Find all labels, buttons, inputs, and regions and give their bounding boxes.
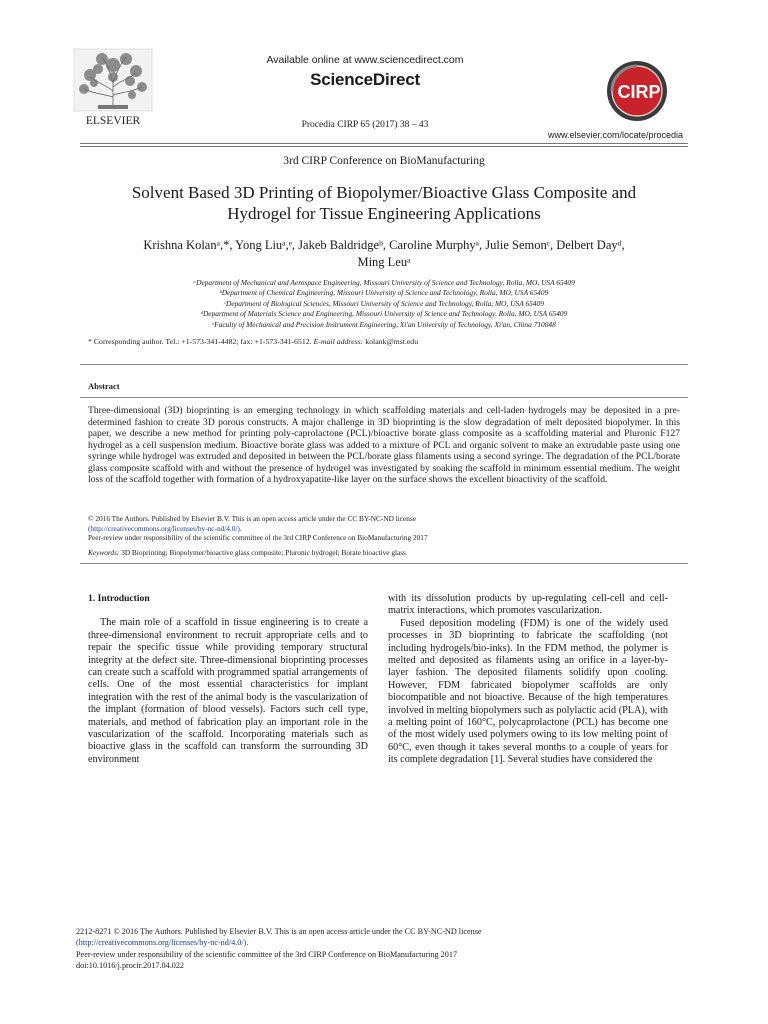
- email-address[interactable]: kolank@mst.edu: [365, 337, 419, 346]
- peer-review-note: Peer-review under responsibility of the scientific committee of the 3rd CIRP Conference on BioManufacturing 2017: [88, 533, 428, 543]
- page-footer: [76, 926, 696, 971]
- intro-paragraph-2: Fused deposition modeling (FDM) is one of the widely used processes in 3D bioprinting to fabricate the scaffolding (not including hydrogels/bio-inks). In the FDM method, the polymer is melted and deposited as filaments using an orifice in a layer-by-layer fashion. The deposited filaments solidify upon cooling. However, FDM fabricated biopolymer scaffolds are only biocompatible and not bioactive. Because of the high temperatures involved in melting biopolymers such as polylactic acid (PLA), with a melting point of 160°C, polycaprolactone (PCL) has become one of the most widely used polymers owing to its low melting point of 60°C, even though it takes several months to a couple of years for its complete degradation [1]. Several studies have considered the: [388, 617, 668, 766]
- header-rule: [80, 143, 688, 144]
- affiliation-d: ᵈDepartment of Materials Science and Engineering, Missouri University of Science and Technology, Rolla, MO, USA 65409: [200, 309, 568, 319]
- license-link[interactable]: (http://creativecommons.org/licenses/by-nc-nd/4.0/).: [88, 523, 242, 533]
- abstract-bottom-rule: [80, 563, 688, 564]
- header-rule-secondary: [80, 146, 688, 147]
- email-label: E-mail address:: [313, 337, 364, 346]
- available-online: Available online at www.sciencedirect.com: [266, 54, 464, 66]
- abstract-heading-rule: [80, 397, 688, 398]
- title-line-1: Solvent Based 3D Printing of Biopolymer/Bioactive Glass Composite and: [131, 183, 637, 202]
- copyright-line: © 2016 The Authors. Published by Elsevier B.V. This is an open access article under the CC BY-NC-ND license: [88, 514, 416, 523]
- abstract-top-rule: [80, 364, 688, 365]
- body-column-left: [88, 593, 368, 766]
- cirp-emblem-icon: [606, 60, 668, 122]
- body-column-right: [388, 593, 668, 767]
- author-list: [70, 237, 698, 271]
- footer-issn-line: 2212-8271 © 2016 The Authors. Published by Elsevier B.V. This is an open access article under the CC BY-NC-ND license: [76, 927, 482, 936]
- footer-license-link[interactable]: (http://creativecommons.org/licenses/by-nc-nd/4.0/).: [76, 938, 249, 948]
- footer-peer-review: Peer-review under responsibility of the scientific committee of the 3rd CIRP Conference on BioManufacturing 2017: [76, 949, 458, 959]
- intro-paragraph-1: The main role of a scaffold in tissue engineering is to create a three-dimensional environment to recruit appropriate cells and to repair the specific tissue while providing temporary structural integrity at the defect site. Three-dimensional bioprinting processes can create such a scaffold with programmed spatial arrangements of cells. One of the most essential characteristics for implant integration with the rest of the animal body is the vascularization of the implant (formation of blood vessels). Factors such cell type, materials, and method of fabrication play an important role in the vascularization of the scaffold. Incorporating materials such as bioactive glass in the scaffold can transform the surrounding 3D environment: [88, 617, 368, 765]
- cirp-logo: [606, 60, 668, 122]
- intro-paragraph-continued: with its dissolution products by up-regulating cell-cell and cell-matrix interactions, which promotes vascularization.: [388, 593, 668, 617]
- section-heading: 1. Introduction: [88, 593, 150, 604]
- abstract-text: Three-dimensional (3D) bioprinting is an emerging technology in which scaffolding materials and cell-laden hydrogels may be deposited in a pre-determined fashion to create 3D porous constructs. A major challenge in 3D bioprinting is the slow degradation of melt deposited biopolymer. In this paper, we describe a new method for printing poly-caprolactone (PCL)/bioactive borate glass composite as a scaffolding material and Pluronic F127 hydrogel as a cell suspension medium. Bioactive borate glass was added to a mixture of PCL and organic solvent to make an extrudable paste using one syringe while hydrogel was extruded and deposited in between the PCL/borate glass filaments using a second syringe. The degradation of the PCL/borate glass composite scaffold with and without the presence of hydrogel was investigated by soaking the scaffold in minimum essential medium. The weight loss of the scaffold together with formation of a hydroxyapatite-like layer on the surface shows the excellent bioactivity of the scaffold.: [88, 405, 680, 485]
- keywords-label: Keywords:: [88, 548, 120, 557]
- corresponding-author: [88, 337, 418, 346]
- abstract-heading: Abstract: [88, 381, 120, 391]
- affiliation-e: ᵉFaculty of Mechanical and Precision Instrument Engineering, Xi'an University of Technology, Xi'an, China 710048: [212, 319, 556, 329]
- publisher-name: ELSEVIER: [85, 115, 141, 127]
- corresponding-contact: * Corresponding author. Tel.: +1-573-341-4482; fax: +1-573-341-6512.: [88, 337, 312, 346]
- keywords-list: 3D Bioprinting; Biopolymer/bioactive glass composite; Pluronic hydrogel; Borate bioactive glass: [121, 548, 406, 557]
- abstract-copyright: [88, 514, 680, 543]
- website-link[interactable]: www.elsevier.com/locate/procedia: [548, 130, 684, 140]
- authors-line-1: Krishna Kolanᵃ,*, Yong Liuᵃ,ᵉ, Jakeb Baldridgeᵇ, Caroline Murphyᵃ, Julie Semonᶜ, Delbert Dayᵈ,: [143, 238, 625, 252]
- title-line-2: Hydrogel for Tissue Engineering Applications: [227, 204, 541, 223]
- cirp-logo-text: CIRP: [617, 82, 661, 102]
- authors-line-2: Ming Leuᵃ: [357, 255, 411, 269]
- affiliation-b: ᵇDepartment of Chemical Engineering, Missouri University of Science and Technology, Rolla, MO, USA 65409: [219, 288, 549, 298]
- journal-reference: Procedia CIRP 65 (2017) 38 – 43: [301, 120, 429, 130]
- paper-title: [60, 182, 708, 224]
- sciencedirect-wordmark: ScienceDirect: [310, 70, 420, 89]
- keywords: [88, 548, 680, 557]
- footer-doi[interactable]: doi:10.1016/j.procir.2017.04.022: [76, 960, 185, 970]
- conference-name: 3rd CIRP Conference on BioManufacturing: [283, 155, 485, 167]
- affiliation-a: ᵃDepartment of Mechanical and Aerospace Engineering, Missouri University of Science and Technology, Rolla, MO, USA 65409: [193, 278, 575, 287]
- affiliations: [70, 278, 698, 330]
- affiliation-c: ᶜDepartment of Biological Sciences, Missouri University of Science and Technology, Rolla, MO, USA 65409: [224, 298, 544, 308]
